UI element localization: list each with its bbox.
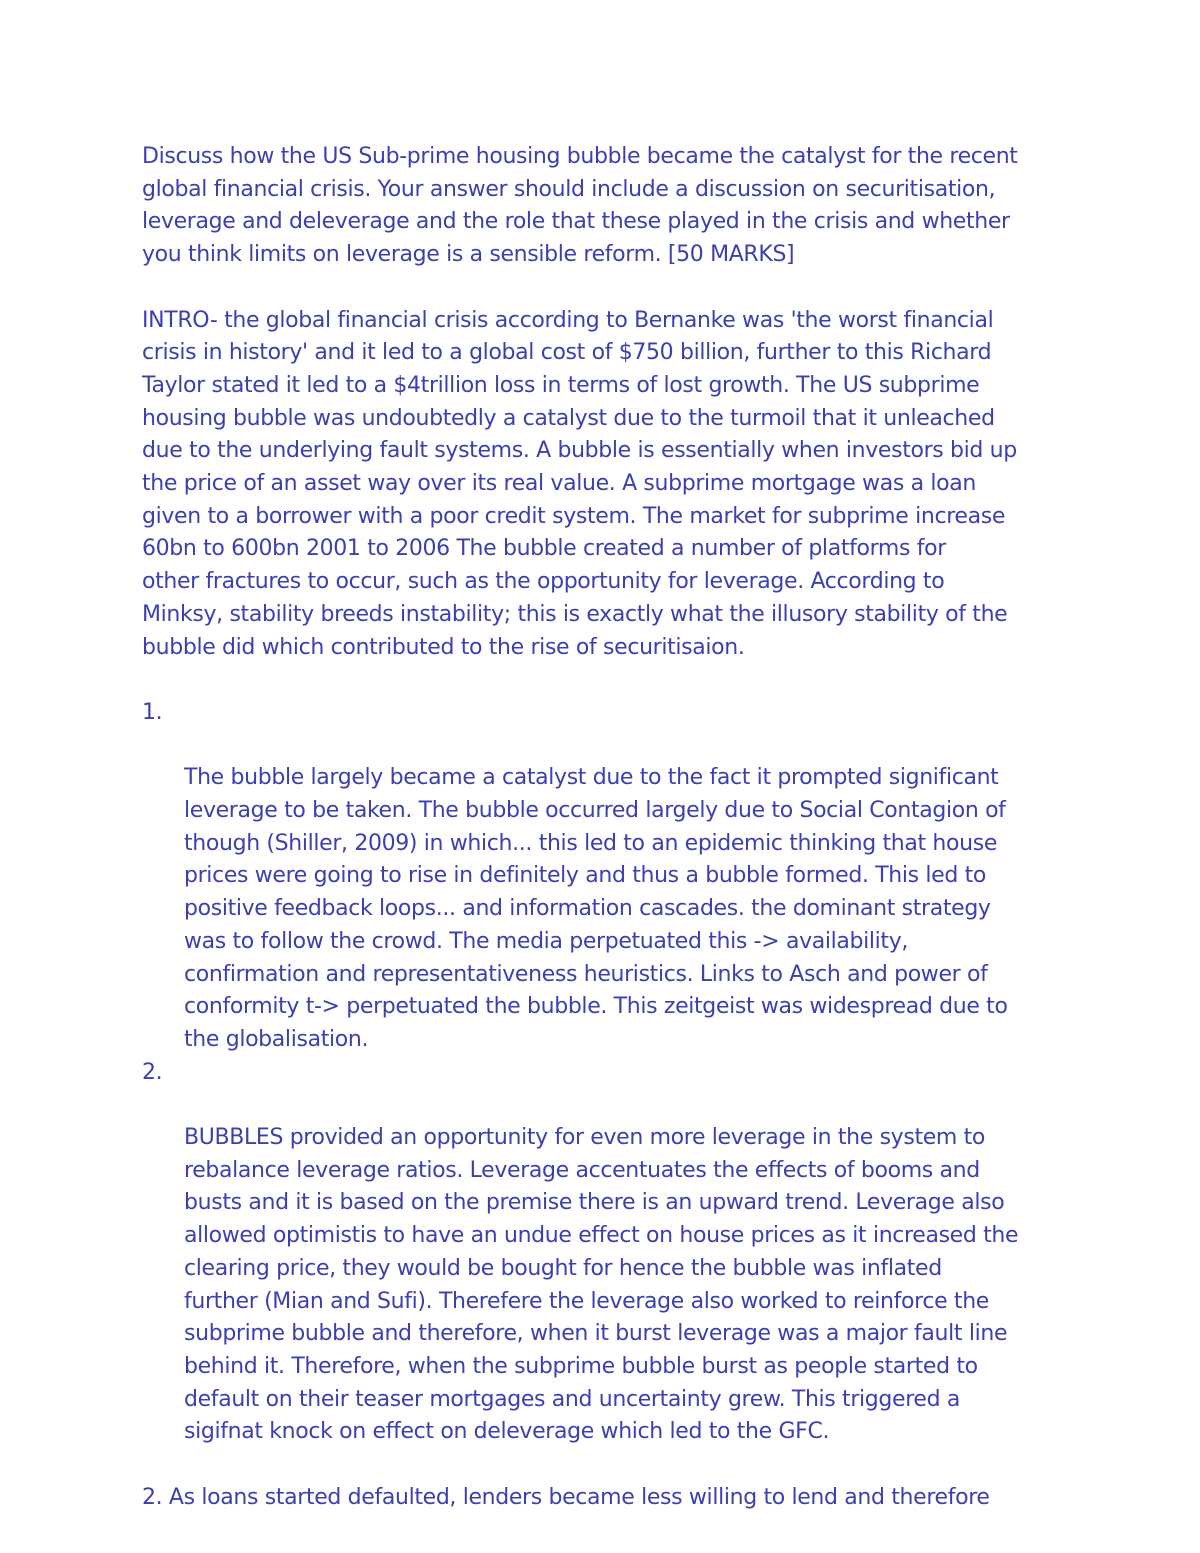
list-item-number: 1. (142, 699, 163, 725)
closing-paragraph: 2. As loans started defaulted, lenders became less willing to lend and therefore (142, 1484, 990, 1510)
document-body (142, 141, 1072, 1514)
list-item-text: BUBBLES provided an opportunity for even more leverage in the system to rebalance leverage ratios. Leverage accentuates the effects of booms and busts and it is based on the premise there is an upward trend. Leverage also allowed optimistis to have an undue effect on house prices as it increased the clearing price, they would be bought for hence the bubble was inflated further (Mian and Sufi). Therefere the leverage also worked to reinforce the subprime bubble and therefore, when it burst leverage was a major fault line behind it. Therefore, when the subprime bubble burst as people started to default on their teaser mortgages and uncertainty grew. This triggered a sigifnat knock on effect on deleverage which led to the GFC. (184, 1125, 1019, 1445)
question-paragraph: Discuss how the US Sub-prime housing bubble became the catalyst for the recent global financial crisis. Your answer should include a discussion on securitisation, leverage and deleverage and the role that these played in the crisis and whether you think limits on leverage is a sensible reform. [50 MARKS] (142, 144, 1018, 268)
numbered-list (142, 697, 1072, 1449)
paragraph-spacer (142, 1449, 1072, 1482)
paragraph-spacer (142, 664, 1072, 697)
paragraph-spacer (142, 272, 1072, 305)
intro-paragraph: INTRO- the global financial crisis according to Bernanke was 'the worst financial crisis in history' and it led to a global cost of $750 billion, further to this Richard Taylor stated it led to a $4trillion loss in terms of lost growth. The US subprime housing bubble was undoubtedly a catalyst due to the turmoil that it unleached due to the underlying fault systems. A bubble is essentially when investors bid up the price of an asset way over its real value. A subprime mortgage was a loan given to a borrower with a poor credit system. The market for subprime increase 60bn to 600bn 2001 to 2006 The bubble created a number of platforms for other fractures to occur, such as the opportunity for leverage. According to Minksy, stability breeds instability; this is exactly what the illusory stability of the bubble did which contributed to the rise of securitisaion. (142, 307, 1017, 660)
list-item (142, 1057, 1072, 1449)
list-item (142, 697, 1072, 1057)
list-item-text: The bubble largely became a catalyst due to the fact it prompted significant leverage to be taken. The bubble occurred largely due to Social Contagion of though (Shiller, 2009) in which... this led to an epidemic thinking that house prices were going to rise in definitely and thus a bubble formed. This led to positive feedback loops... and information cascades. the dominant strategy was to follow the crowd. The media perpetuated this -> availability, confirmation and representativeness heuristics. Links to Asch and power of conformity t-> perpetuated the bubble. This zeitgeist was widespread due to the globalisation. (184, 765, 1008, 1052)
list-item-number: 2. (142, 1059, 163, 1085)
